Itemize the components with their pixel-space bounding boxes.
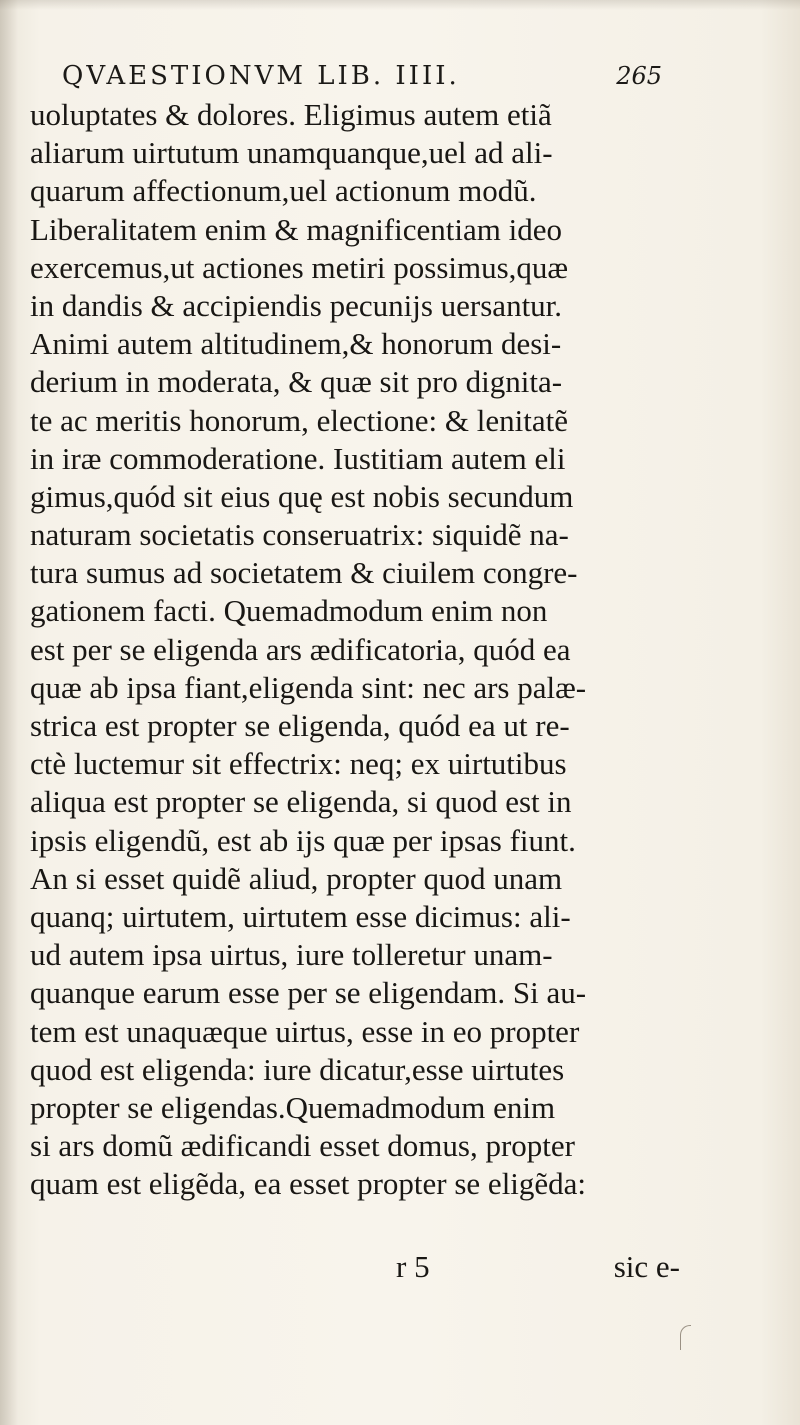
stray-pen-mark (680, 1325, 691, 1350)
text-line: gationem facti. Quemadmodum enim non (30, 593, 548, 629)
text-line: exercemus,ut actiones metiri possimus,quæ (30, 249, 569, 285)
text-line: quæ ab ipsa fiant,eligenda sint: nec ars palæ- (30, 669, 587, 705)
text-line: Animi autem altitudinem,& honorum desi- (30, 326, 562, 362)
page-top-edge (0, 0, 800, 10)
text-line: gimus,quód sit eius quę est nobis secundum (30, 478, 574, 514)
gutter-shadow (0, 0, 18, 1425)
text-line: Liberalitatem enim & magnificentiam ideo (30, 211, 562, 247)
text-line: quod est eligenda: iure dicatur,esse uirtutes (30, 1051, 565, 1087)
text-line: aliqua est propter se eligenda, si quod est in (30, 784, 572, 820)
catchword: sic e- (613, 1249, 680, 1284)
text-line: est per se eligenda ars ædificatoria, quód ea (30, 631, 571, 667)
text-line: ipsis eligendũ, est ab ijs quæ per ipsas fiunt. (30, 822, 576, 858)
page-number: 265 (616, 62, 662, 90)
text-line: quam est eligẽda, ea esset propter se eligẽda: (30, 1166, 587, 1202)
signature-mark: r 5 (396, 1249, 430, 1284)
text-line: derium in moderata, & quæ sit pro dignita- (30, 364, 563, 400)
text-line: si ars domũ ædificandi esset domus, propter (30, 1128, 575, 1164)
text-line: propter se eligendas.Quemadmodum enim (30, 1089, 556, 1125)
text-line: quarum affectionum,uel actionum modũ. (30, 173, 537, 209)
text-line: naturam societatis conseruatrix: siquidẽ na- (30, 517, 569, 553)
text-line: strica est propter se eligenda, quód ea ut re- (30, 708, 570, 743)
page-footer (30, 1247, 680, 1287)
text-line: An si esset quidẽ aliud, propter quod unam (30, 860, 563, 896)
text-line: uoluptates & dolores. Eligimus autem etiã (30, 97, 552, 132)
text-line: quanque earum esse per se eligendam. Si au- (30, 975, 587, 1011)
text-line: te ac meritis honorum, electione: & lenitatẽ (30, 402, 569, 438)
text-line: aliarum uirtutum unamquanque,uel ad ali- (30, 135, 553, 171)
body-text (30, 96, 680, 1203)
text-line: tem est unaquæque uirtus, esse in eo propter (30, 1013, 580, 1049)
text-line: in iræ commoderatione. Iustitiam autem eli (30, 440, 566, 476)
text-line: tura sumus ad societatem & ciuilem congre- (30, 555, 578, 591)
page-header (62, 56, 662, 96)
text-line: ctè luctemur sit effectrix: neq; ex uirtutibus (30, 746, 567, 782)
text-line: quanq; uirtutem, uirtutem esse dicimus: ali- (30, 898, 571, 934)
text-line: in dandis & accipiendis pecunijs uersantur. (30, 287, 563, 323)
text-line: ud autem ipsa uirtus, iure tolleretur unam- (30, 937, 553, 973)
running-title: QVAESTIONVM LIB. IIII. (62, 61, 460, 91)
